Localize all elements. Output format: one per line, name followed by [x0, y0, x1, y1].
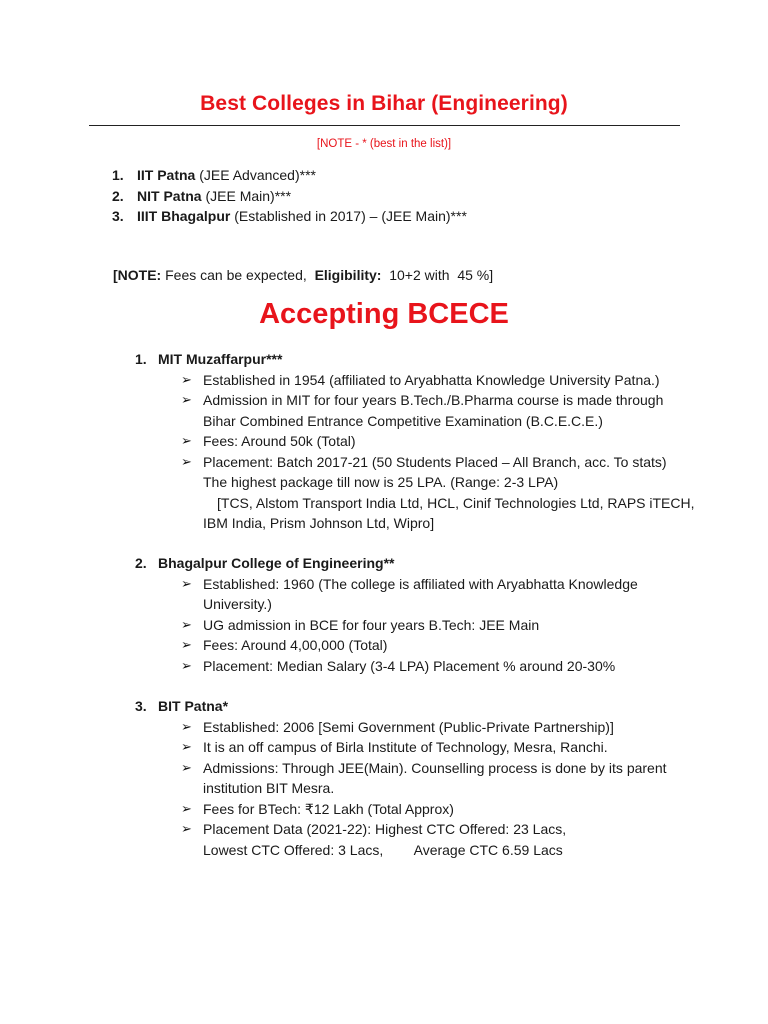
list-item — [135, 799, 683, 820]
detail-line: Placement: Batch 2017-21 (50 Students Placed – All Branch, acc. To stats) — [203, 453, 667, 470]
list-item — [135, 390, 683, 431]
college-section-title — [135, 553, 683, 574]
detail-line: institution BIT Mesra. — [203, 780, 335, 796]
arrow-bullet-icon: ➢ — [181, 739, 192, 754]
arrow-bullet-icon: ➢ — [181, 392, 192, 407]
list-item — [135, 615, 683, 636]
list-item — [135, 819, 683, 860]
list-item — [112, 165, 467, 186]
fees-text: Fees can be expected, — [161, 267, 315, 283]
detail-list — [135, 717, 683, 861]
detail-line: [TCS, Alstom Transport India Ltd, HCL, Cinif Technologies Ltd, RAPS iTECH, — [217, 494, 695, 511]
list-item — [135, 452, 695, 534]
college-section — [135, 553, 683, 676]
fees-eligibility-note — [113, 267, 493, 283]
detail-line: University.) — [203, 596, 272, 612]
item-number: 1. — [135, 351, 147, 367]
list-item — [112, 186, 467, 207]
college-section — [135, 349, 695, 534]
list-item — [112, 206, 467, 227]
detail-line: UG admission in BCE for four years B.Tech: JEE Main — [203, 616, 540, 633]
detail-line: Placement: Median Salary (3-4 LPA) Placement % around 20-30% — [203, 657, 616, 674]
detail-line: Established: 1960 (The college is affiliated with Aryabhatta Knowledge — [203, 575, 638, 592]
detail-list — [135, 574, 683, 677]
college-name: IIT Patna — [137, 167, 196, 183]
college-detail: (JEE Main)*** — [201, 187, 292, 204]
arrow-bullet-icon: ➢ — [181, 371, 192, 387]
detail-line: Lowest CTC Offered: 3 Lacs, Average CTC 6.59 Lacs — [203, 841, 563, 858]
arrow-bullet-icon: ➢ — [181, 800, 192, 816]
detail-line: Placement Data (2021-22): Highest CTC Offered: 23 Lacs, — [203, 821, 567, 837]
arrow-bullet-icon: ➢ — [181, 433, 192, 448]
list-item — [135, 431, 683, 452]
college-detail: (Established in 2017) – (JEE Main)*** — [230, 208, 467, 224]
college-name: IIIT Bhagalpur — [137, 208, 231, 224]
college-name: NIT Patna — [137, 187, 202, 204]
title-divider — [89, 125, 680, 126]
detail-line: Fees: Around 50k (Total) — [203, 433, 356, 449]
list-item — [135, 574, 683, 615]
detail-line: Established: 2006 [Semi Government (Public-Private Partnership)] — [203, 718, 614, 735]
section-heading-bcece: Accepting BCECE — [259, 298, 509, 330]
item-number: 1. — [112, 167, 124, 183]
eligibility-text: 10+2 with 45 %] — [381, 267, 494, 283]
detail-line: Fees for BTech: ₹12 Lakh (Total Approx) — [203, 800, 454, 817]
item-number: 3. — [135, 698, 147, 714]
eligibility-label: Eligibility: — [314, 267, 382, 283]
college-name: BIT Patna* — [158, 698, 229, 714]
arrow-bullet-icon: ➢ — [181, 616, 192, 632]
list-item — [135, 656, 683, 677]
list-item — [135, 370, 683, 391]
detail-line: Admissions: Through JEE(Main). Counselling process is done by its parent — [203, 759, 667, 776]
detail-line: IBM India, Prism Johnson Ltd, Wipro] — [203, 515, 435, 531]
detail-line: The highest package till now is 25 LPA. (Range: 2-3 LPA) — [203, 474, 559, 490]
arrow-bullet-icon: ➢ — [181, 657, 192, 673]
college-name: Bhagalpur College of Engineering** — [158, 555, 395, 571]
top-colleges-list — [112, 165, 467, 227]
college-detail: (JEE Advanced)*** — [195, 167, 316, 183]
detail-line: It is an off campus of Birla Institute of Technology, Mesra, Ranchi. — [203, 739, 608, 755]
detail-line: Fees: Around 4,00,000 (Total) — [203, 637, 388, 653]
list-item — [135, 737, 683, 758]
item-number: 2. — [135, 555, 147, 571]
list-item — [135, 635, 683, 656]
arrow-bullet-icon: ➢ — [181, 821, 192, 836]
item-number: 2. — [112, 187, 124, 204]
college-section-title — [135, 349, 683, 370]
detail-line: Bihar Combined Entrance Competitive Examination (B.C.E.C.E.) — [203, 412, 603, 429]
detail-line: Established in 1954 (affiliated to Aryabhatta Knowledge University Patna.) — [203, 371, 660, 388]
arrow-bullet-icon: ➢ — [181, 637, 192, 652]
detail-line: Admission in MIT for four years B.Tech./B.Pharma course is made through — [203, 392, 664, 408]
arrow-bullet-icon: ➢ — [181, 575, 192, 591]
page-title: Best Colleges in Bihar (Engineering) — [200, 92, 568, 115]
note-label: NOTE: — [117, 267, 162, 283]
bracket-open: [ — [113, 267, 118, 283]
college-section — [135, 696, 683, 860]
list-item — [135, 758, 683, 799]
arrow-bullet-icon: ➢ — [181, 759, 192, 775]
college-name: MIT Muzaffarpur*** — [158, 351, 283, 367]
arrow-bullet-icon: ➢ — [181, 718, 192, 734]
detail-list — [135, 370, 695, 534]
arrow-bullet-icon: ➢ — [181, 453, 192, 469]
college-section-title — [135, 696, 683, 717]
best-note: [NOTE - * (best in the list)] — [316, 138, 452, 150]
list-item — [135, 717, 683, 738]
item-number: 3. — [112, 208, 124, 224]
